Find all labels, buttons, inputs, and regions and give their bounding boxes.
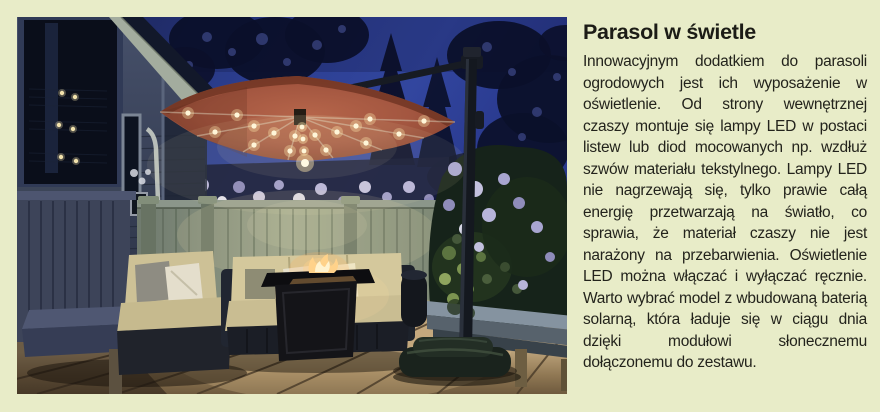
article-title: Parasol w świetle [583,20,756,44]
article-body: Innowacyjnym dodatkiem do parasoli ogrodowych jest ich wyposażenie w oświetlenie. Od strony wewnętrznej czaszy montuje się lampy LED w postaci listew lub diod mocowanych np. wzdłuż szwów materiału tekstylnego. Lampy LED nie nagrzewają się, tylko prawie całą energię przetwarzają na światło, co sprawia, że materiał czaszy nie jest narażony na przebarwienia. Oświetlenie LED można włączać i wyłączać ręcznie. Warto wybrać model z wbudowaną baterią solarną, która ładuje się w ciągu dnia dzięki modułowi słonecznemu dołączonemu do zestawu. [583,53,867,371]
house-window [17,17,125,195]
patio-photo [17,17,567,394]
patio-photo-illustration [17,17,567,394]
planter-cylinder [401,273,427,327]
pole-crank [475,111,484,129]
article [583,20,867,374]
narrow-window [123,115,140,199]
